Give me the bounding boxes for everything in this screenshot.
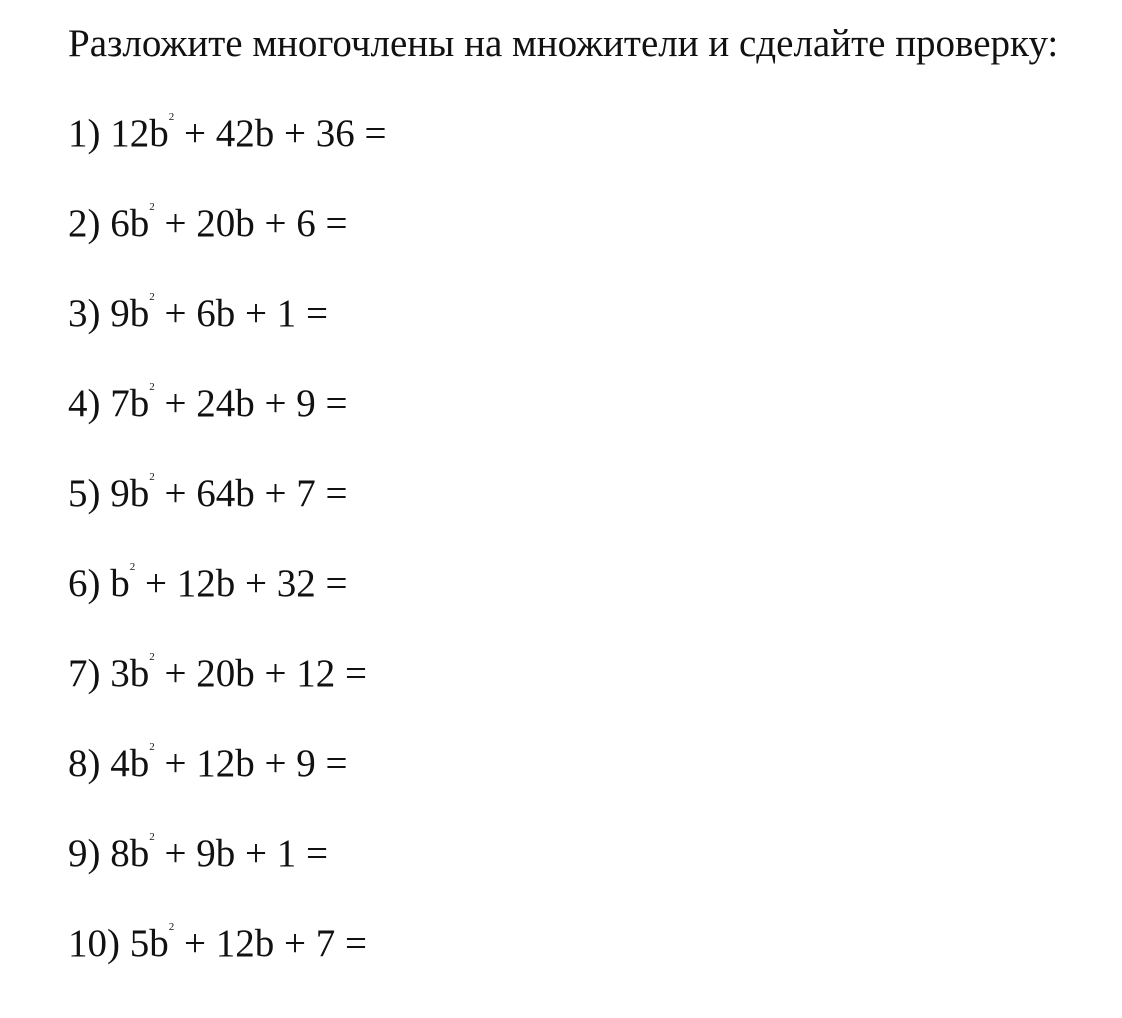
exercise-item	[68, 468, 386, 558]
exercise-exponent: 2	[149, 651, 155, 663]
exercise-number: 2)	[68, 202, 101, 245]
exercise-leading-term: 12b	[110, 112, 169, 155]
exercise-remaining-terms: + 6b + 1 =	[154, 292, 328, 335]
exercise-number: 7)	[68, 652, 101, 695]
exercise-leading-term: 8b	[110, 832, 150, 875]
exercise-item	[68, 918, 386, 1008]
exercise-item	[68, 738, 386, 828]
exercise-list	[68, 108, 386, 1008]
exercise-number: 9)	[68, 832, 101, 875]
exercise-remaining-terms: + 20b + 6 =	[154, 202, 348, 245]
exercise-exponent: 2	[149, 831, 155, 843]
exercise-remaining-terms: + 42b + 36 =	[174, 112, 387, 155]
exercise-exponent: 2	[149, 741, 155, 753]
exercise-item	[68, 828, 386, 918]
exercise-item	[68, 198, 386, 288]
exercise-exponent: 2	[149, 291, 155, 303]
exercise-number: 5)	[68, 472, 101, 515]
exercise-item	[68, 288, 386, 378]
exercise-number: 1)	[68, 112, 101, 155]
exercise-exponent: 2	[149, 201, 155, 213]
exercise-remaining-terms: + 64b + 7 =	[154, 472, 348, 515]
exercise-number: 10)	[68, 922, 120, 965]
exercise-leading-term: 7b	[110, 382, 150, 425]
exercise-exponent: 2	[168, 921, 175, 933]
exercise-leading-term: b	[110, 562, 130, 605]
exercise-number: 6)	[68, 562, 101, 605]
exercise-item	[68, 378, 386, 468]
exercise-leading-term: 9b	[110, 472, 150, 515]
exercise-remaining-terms: + 24b + 9 =	[154, 382, 348, 425]
exercise-remaining-terms: + 12b + 9 =	[154, 742, 348, 785]
exercise-leading-term: 4b	[110, 742, 150, 785]
exercise-remaining-terms: + 12b + 32 =	[135, 562, 348, 605]
exercise-remaining-terms: + 9b + 1 =	[154, 832, 328, 875]
exercise-leading-term: 3b	[110, 652, 150, 695]
exercise-item	[68, 108, 386, 198]
exercise-number: 3)	[68, 292, 101, 335]
exercise-exponent: 2	[149, 381, 155, 393]
exercise-leading-term: 5b	[129, 922, 169, 965]
exercise-remaining-terms: + 12b + 7 =	[174, 922, 367, 965]
exercise-number: 4)	[68, 382, 101, 425]
exercise-leading-term: 6b	[110, 202, 150, 245]
exercise-exponent: 2	[129, 561, 136, 573]
exercise-item	[68, 558, 386, 648]
exercise-item	[68, 648, 386, 738]
exercise-exponent: 2	[168, 111, 175, 123]
exercise-remaining-terms: + 20b + 12 =	[154, 652, 367, 695]
instruction-text: Разложите многочлены на множители и сделайте проверку:	[68, 22, 1059, 65]
exercise-leading-term: 9b	[110, 292, 150, 335]
exercise-number: 8)	[68, 742, 101, 785]
exercise-exponent: 2	[149, 471, 155, 483]
